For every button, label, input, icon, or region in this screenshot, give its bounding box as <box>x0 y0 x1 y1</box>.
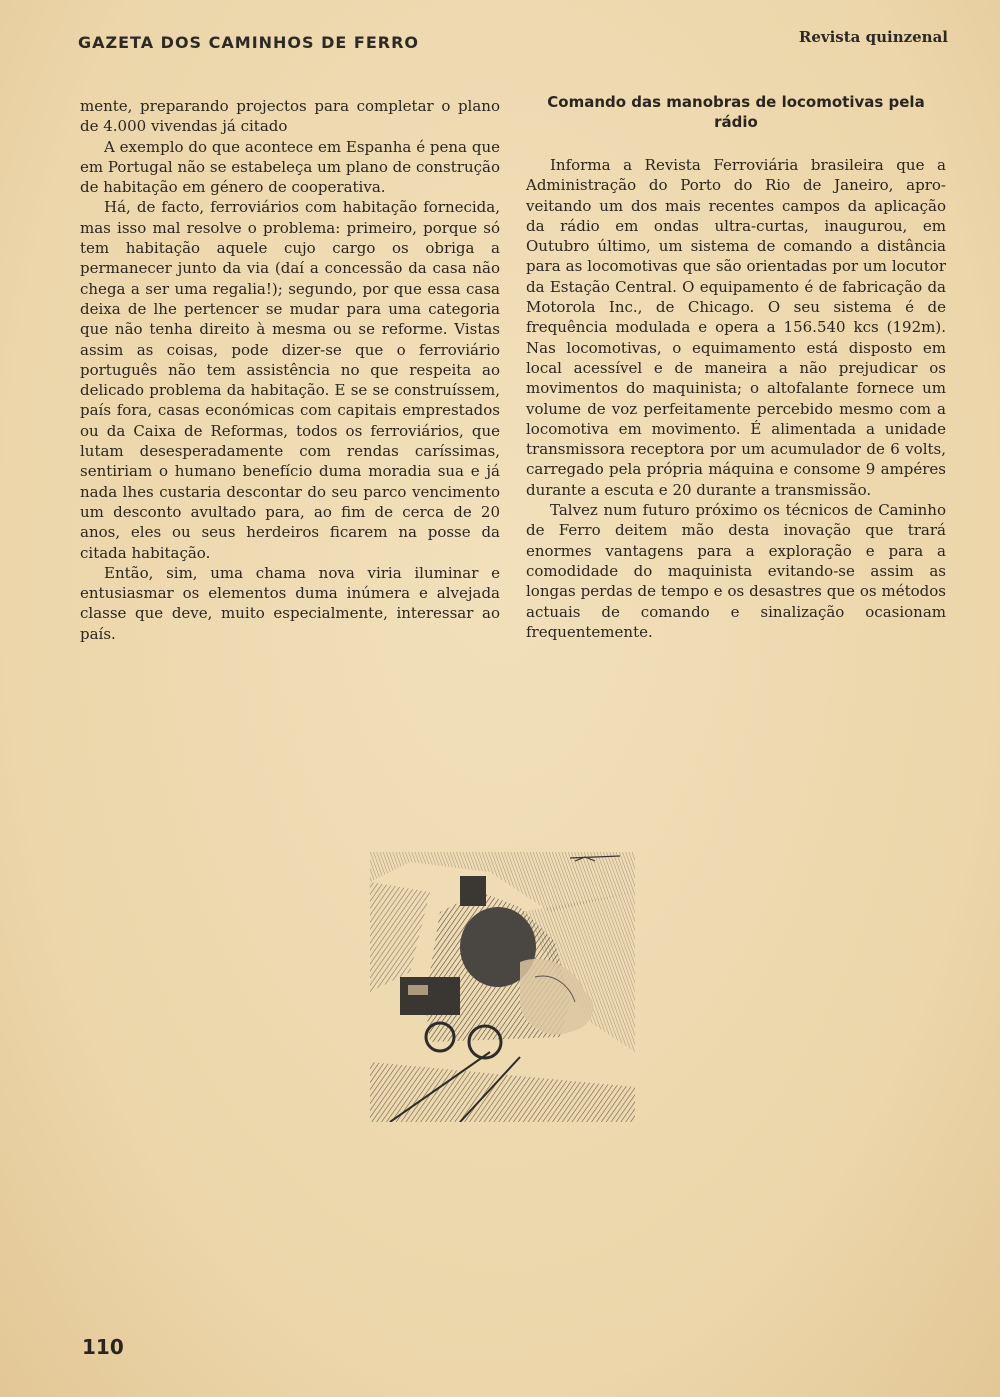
publication-subtitle: Revista quinzenal <box>798 28 948 46</box>
paragraph: Há, de facto, ferroviários com habitação fornecida, mas isso mal resolve o problema: primeiro, porque só tem habitação aquele cujo cargo os obriga a permanecer junto da via (daí a concessão da casa não chega a ser uma regalia!); segundo, por que essa casa deixa de lhe pertencer se mudar para uma categoria que não tenha direito à mesma ou se reforme. Vistas assim as coisas, pode dizer-se que o ferroviário português não tem assistência no que respeita ao delicado problema da habitação. E se se construíssem, país fora, casas económicas com capitais emprestados ou da Caixa de Reformas, todos os ferroviários, que lutam desesperadamente com rendas caríssimas, sentiriam o humano benefício duma moradia sua e já nada lhes custaria descontar do seu parco vencimento um desconto avultado para, ao fim de cerca de 20 anos, eles ou seus herdeiros ficarem na posse da citada habitação. <box>80 198 500 562</box>
page-number: 110 <box>82 1335 124 1359</box>
article-title: Comando das manobras de locomotivas pela rádio <box>547 93 925 131</box>
paragraph: Então, sim, uma chama nova viria iluminar e entusiasmar os elementos duma inúmera e alvejada classe que deve, muito especialmente, interessar ao país. <box>80 563 500 643</box>
paragraph: Talvez num futuro próximo os técnicos de Caminho de Ferro deitem mão desta inovação que trará enormes vantagens para a exploração e para a comodidade do maquinista evitando-se assim as longas perdas de tempo e os desastres que os métodos actuais de comando e sinalização ocasionam frequentemente. <box>526 501 946 641</box>
paragraph: Informa a Revista Ferroviária brasileira que a Administração do Porto do Rio de Janeiro, aproveitando um dos mais recentes campos da aplicação da rádio em ondas ultra-curtas, inaugurou, em Outubro último, um sistema de comando a distância para as locomotivas que são orientadas por um locutor da Estação Central. O equipamento é de fabricação da Motorola Inc., de Chicago. O seu sistema é de frequência modulada e opera a 156.540 kcs (192m). Nas locomotivas, o equimamento está disposto em local acessível e de maneira a não prejudicar os movimentos do maquinista; o altofalante fornece um volume de voz perfeitamente percebido mesmo com a locomotiva em movimento. É alimentada a unidade transmissora receptora por um acumulador de 6 volts, carregado pela própria máquina e consome 9 ampéres durante a escuta e 20 durante a transmissão. <box>526 156 946 499</box>
paragraph: mente, preparando projectos para completar o plano de 4.000 vivendas já citado <box>80 97 500 136</box>
paragraph: A exemplo do que acontece em Espanha é pena que em Portugal não se estabeleça um plano de construção de habitação em género de cooperativa. <box>80 137 500 197</box>
left-column <box>80 96 500 644</box>
right-column <box>526 92 946 642</box>
locomotive-illustration <box>370 852 635 1122</box>
publication-title: GAZETA DOS CAMINHOS DE FERRO <box>78 33 420 52</box>
